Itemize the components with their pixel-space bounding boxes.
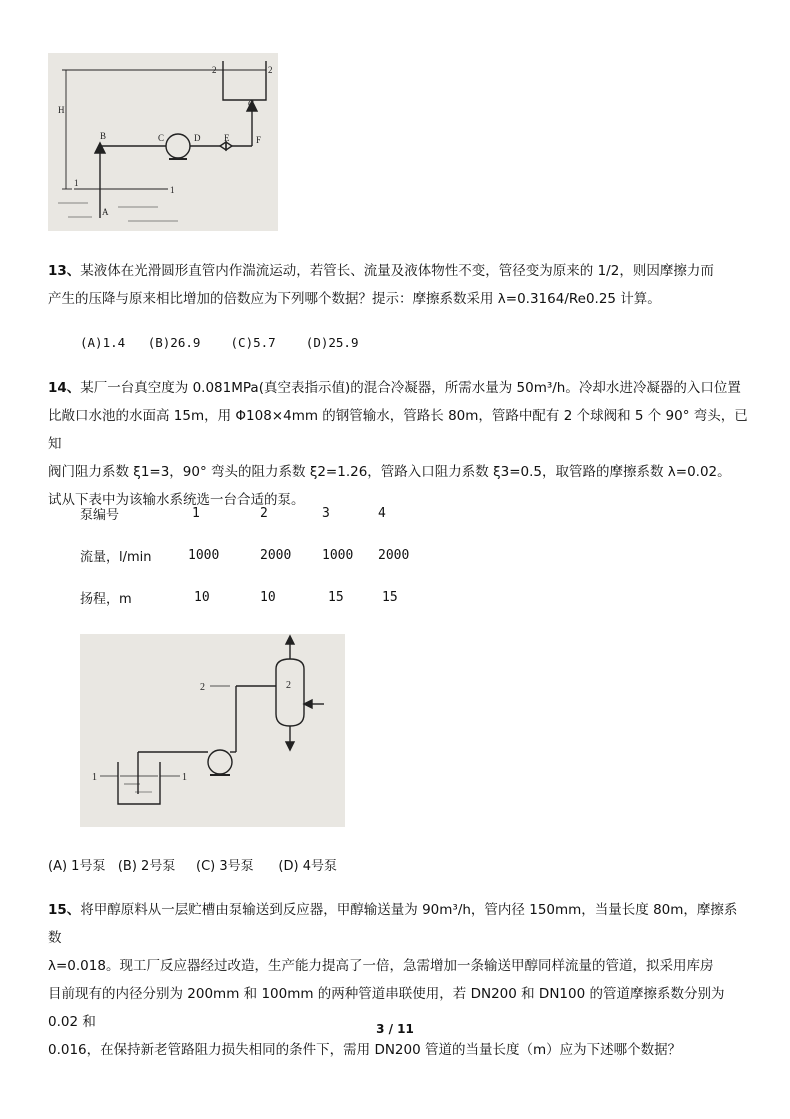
table-cell: 15: [328, 589, 344, 605]
table-cell: 4: [378, 505, 386, 521]
question-15-number: 15、: [48, 902, 81, 918]
page-number: 3 / 11: [376, 1022, 414, 1036]
table-row: [80, 576, 428, 618]
label-B: B: [100, 131, 107, 141]
question-13-line1: 13、某液体在光滑圆形直管内作湍流运动，若管长、流量及液体物性不变，管径变为原来的 1/2，则因摩擦力而: [48, 263, 714, 279]
table-cell: 3: [322, 505, 330, 521]
option-b: (B) 2号泵: [117, 859, 176, 874]
table-cell: 2000: [378, 547, 410, 563]
label-F: F: [256, 135, 262, 145]
condenser-figure: [80, 634, 345, 827]
question-15-line4: 0.016，在保持新老管路阻力损失相同的条件下，需用 DN200 管道的当量长度（m）应为下述哪个数据？: [48, 1042, 682, 1058]
question-15: [48, 896, 748, 1064]
table-cell: 10: [260, 589, 276, 605]
option-d: (D)25.9: [305, 335, 359, 350]
pump-system-figure: [48, 53, 278, 231]
label-H: H: [58, 105, 65, 115]
table-cell: 泵编号: [80, 507, 120, 523]
label-C: C: [158, 133, 165, 143]
question-13-line2: 产生的压降与原来相比增加的倍数应为下列哪个数据？提示：摩擦系数采用 λ=0.3164/Re0.25 计算。: [48, 291, 661, 307]
table-cell: 2: [260, 505, 268, 521]
question-15-line3: 目前现有的内径分别为 200mm 和 100mm 的两种管道串联使用，若 DN200 和 DN100 的管道摩擦系数分别为 0.02 和: [48, 986, 725, 1030]
question-14-line3: 阀门阻力系数 ξ1=3，90° 弯头的阻力系数 ξ2=1.26，管路入口阻力系数 ξ3=0.5，取管路的摩擦系数 λ=0.02。: [48, 464, 731, 480]
option-b: (B)26.9: [147, 335, 201, 350]
label-1-left: 1: [74, 178, 79, 188]
label-2-left: 2: [212, 65, 217, 75]
option-c: (C) 3号泵: [196, 859, 254, 874]
table-cell: 流量，l/min: [80, 549, 152, 565]
question-13-options: [80, 335, 358, 350]
question-14-line2: 比敞口水池的水面高 15m，用 Φ108×4mm 的钢管输水，管路长 80m，管路中配有 2 个球阀和 5 个 90° 弯头，已知: [48, 408, 748, 452]
question-14-line1: 14、某厂一台真空度为 0.081MPa(真空表指示值)的混合冷凝器，所需水量为 50m³/h。冷却水进冷凝器的入口位置: [48, 380, 741, 396]
label-1-right: 1: [182, 772, 187, 783]
table-cell: 1: [192, 505, 200, 521]
question-14-number: 14、: [48, 380, 81, 396]
label-2-pipe: 2: [200, 682, 205, 693]
question-15-line2: λ=0.018。现工厂反应器经过改造，生产能力提高了一倍，急需增加一条输送甲醇同样流量的管道，拟采用库房: [48, 958, 714, 974]
table-cell: 2000: [260, 547, 292, 563]
option-a: (A) 1号泵: [48, 859, 106, 874]
question-13: [48, 257, 748, 313]
label-2-vessel: 2: [286, 680, 291, 691]
label-2-right: 2: [268, 65, 273, 75]
label-E: E: [224, 133, 230, 143]
table-cell: 1000: [322, 547, 354, 563]
pump-table: [80, 492, 428, 618]
table-cell: 1000: [188, 547, 220, 563]
question-14-options: [48, 855, 337, 874]
option-c: (C)5.7: [230, 335, 276, 350]
label-G: G: [248, 99, 255, 109]
table-cell: 15: [382, 589, 398, 605]
option-d: (D) 4号泵: [278, 859, 337, 874]
label-1-right: 1: [170, 185, 175, 195]
question-13-number: 13、: [48, 263, 81, 279]
question-15-line1: 15、将甲醇原料从一层贮槽由泵输送到反应器，甲醇输送量为 90m³/h，管内径 150mm，当量长度 80m，摩擦系数: [48, 902, 738, 946]
table-row: [80, 492, 428, 534]
table-row: [80, 534, 428, 576]
label-D: D: [194, 133, 201, 143]
table-cell: 10: [194, 589, 210, 605]
question-14-line4: 试从下表中为该输水系统选一台合适的泵。: [48, 492, 305, 508]
table-cell: 扬程，m: [80, 591, 132, 607]
option-a: (A)1.4: [80, 335, 126, 350]
label-A: A: [102, 207, 109, 217]
label-1-left: 1: [92, 772, 97, 783]
